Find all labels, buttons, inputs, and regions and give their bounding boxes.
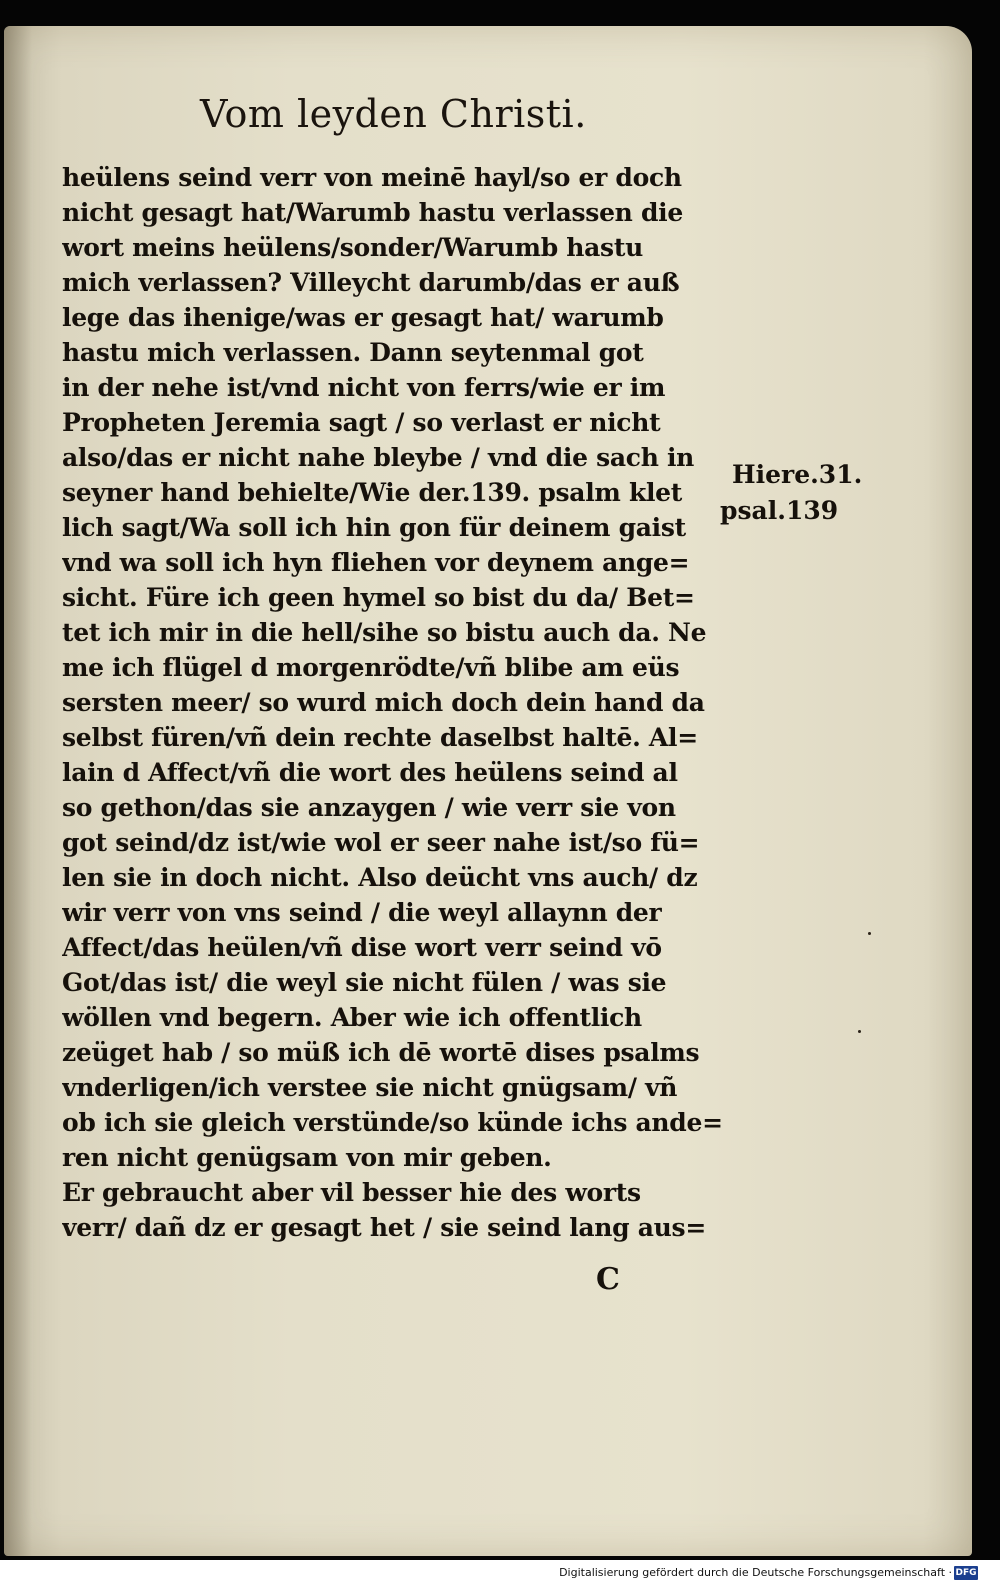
- text-line: zeüget hab / so müß ich dē wortē dises psalms: [62, 1038, 700, 1067]
- text-line: Er gebraucht aber vil besser hie des worts: [62, 1178, 641, 1207]
- text-line: Got/das ist/ die weyl sie nicht fülen / was sie: [62, 968, 667, 997]
- footer-credit: Digitalisierung gefördert durch die Deutsche Forschungsgemeinschaft ·: [559, 1566, 952, 1579]
- text-line: seyner hand behielte/Wie der.139. psalm klet: [62, 478, 683, 507]
- body-text: [62, 160, 730, 1245]
- text-line: in der nehe ist/vnd nicht von ferrs/wie er im: [62, 373, 666, 402]
- text-line: nicht gesagt hat/Warumb hastu verlassen die: [62, 198, 683, 227]
- text-line: Affect/das heülen/vñ dise wort verr seind vō: [62, 933, 662, 962]
- text-line: ren nicht genügsam von mir geben.: [62, 1143, 552, 1172]
- text-line: so gethon/das sie anzaygen / wie verr sie von: [62, 793, 676, 822]
- text-line: len sie in doch nicht. Also deücht vns auch/ dz: [62, 863, 698, 892]
- text-line: sicht. Füre ich geen hymel so bist du da/ Bet=: [62, 583, 695, 612]
- text-line: vnd wa soll ich hyn fliehen vor deynem ange=: [62, 548, 690, 577]
- text-line: sersten meer/ so wurd mich doch dein hand da: [62, 688, 705, 717]
- text-line: mich verlassen? Villeycht darumb/das er auß: [62, 268, 680, 297]
- signature-mark: C: [596, 1262, 620, 1297]
- text-line: wort meins heülens/sonder/Warumb hastu: [62, 233, 643, 262]
- text-line: verr/ dañ dz er gesagt het / sie seind lang aus=: [62, 1213, 706, 1242]
- text-line: tet ich mir in die hell/sihe so bistu auch da. Ne: [62, 618, 707, 647]
- paper-speck: [868, 932, 871, 935]
- text-line: lege das ihenige/was er gesagt hat/ warumb: [62, 303, 664, 332]
- text-line: wöllen vnd begern. Aber wie ich offentlich: [62, 1003, 642, 1032]
- text-line: wir verr von vns seind / die weyl allaynn der: [62, 898, 662, 927]
- text-line: heülens seind verr von meinē hayl/so er doch: [62, 163, 682, 192]
- paper-speck: [858, 1030, 861, 1033]
- gutter-shadow: [4, 26, 32, 1556]
- margin-note-psalm: psal.139: [720, 496, 839, 525]
- margin-note-jeremiah: Hiere.31.: [732, 460, 863, 489]
- text-line: ob ich sie gleich verstünde/so künde ichs ande=: [62, 1108, 723, 1137]
- text-line: Propheten Jeremia sagt / so verlast er nicht: [62, 408, 661, 437]
- text-line: hastu mich verlassen. Dann seytenmal got: [62, 338, 644, 367]
- text-line: also/das er nicht nahe bleybe / vnd die sach in: [62, 443, 695, 472]
- text-line: selbst füren/vñ dein rechte daselbst haltē. Al=: [62, 723, 698, 752]
- text-line: vnderligen/ich verstee sie nicht gnügsam/ vñ: [62, 1073, 678, 1102]
- text-line: lain d Affect/vñ die wort des heülens seind al: [62, 758, 678, 787]
- text-line: lich sagt/Wa soll ich hin gon für deinem gaist: [62, 513, 686, 542]
- running-head: Vom leyden Christi.: [200, 92, 587, 136]
- dfg-logo-icon: DFG: [955, 1568, 977, 1578]
- text-line: me ich flügel d morgenrödte/vñ blibe am eüs: [62, 653, 680, 682]
- text-line: got seind/dz ist/wie wol er seer nahe ist/so fü=: [62, 828, 700, 857]
